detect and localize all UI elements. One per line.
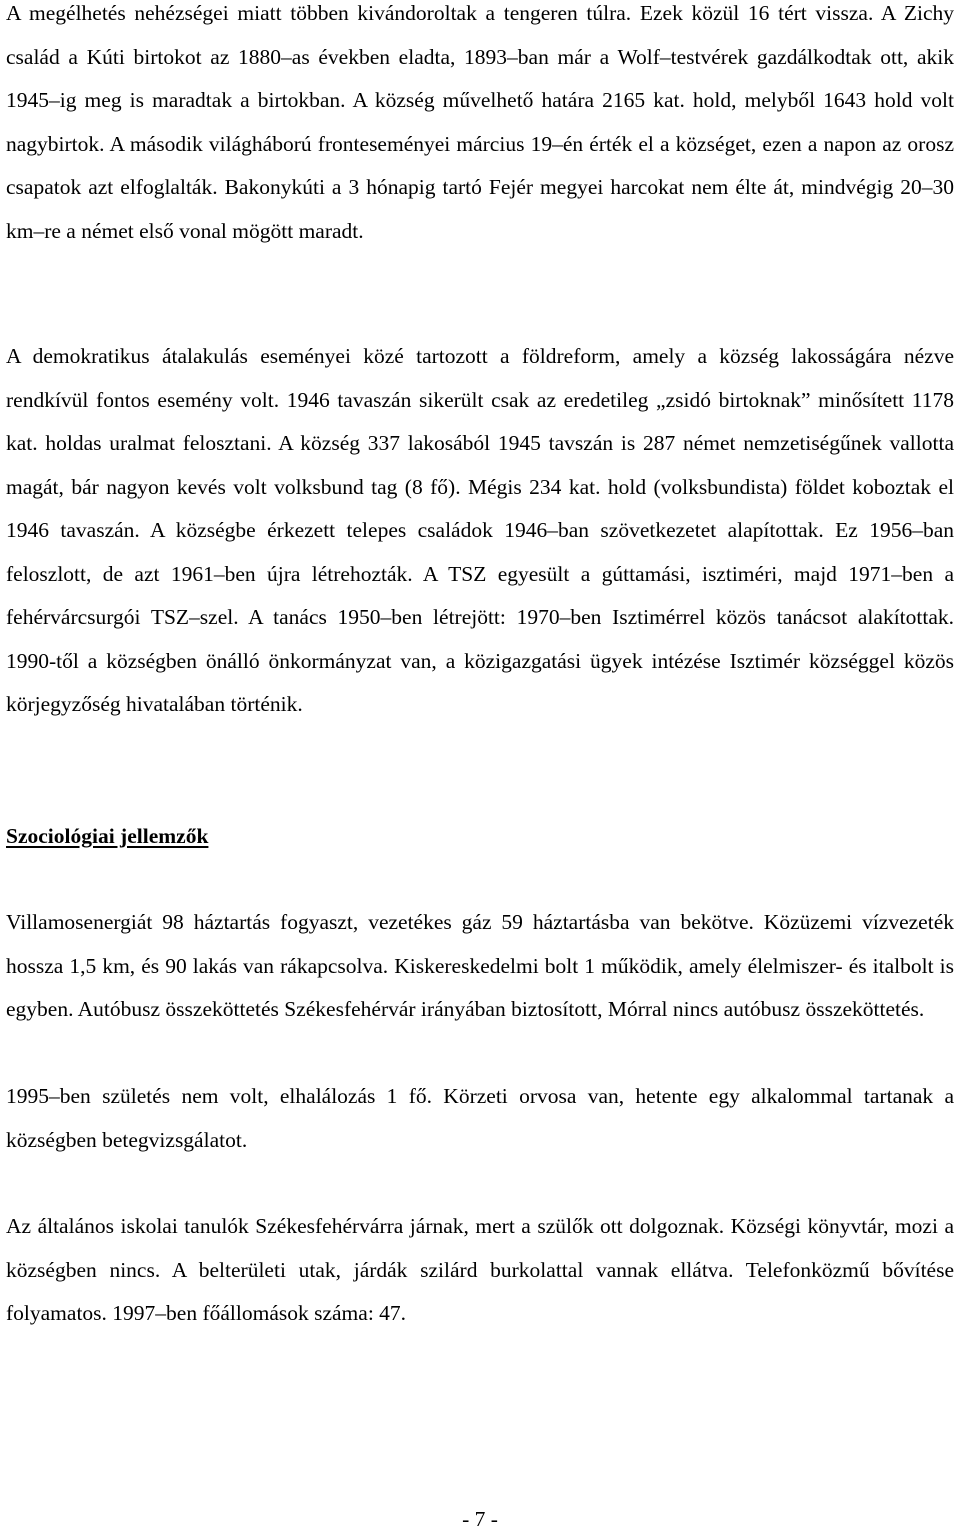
paragraph-health: 1995–ben születés nem volt, elhalálozás 1 fő. Körzeti orvosa van, hetente egy alkalommal tartanak a községben betegvizsgálatot. bbox=[6, 1084, 954, 1152]
section-heading-sociology: Szociológiai jellemzők bbox=[6, 824, 209, 848]
page-number: - 7 - bbox=[462, 1507, 498, 1531]
paragraph-utilities: Villamosenergiát 98 háztartás fogyaszt, vezetékes gáz 59 háztartásba van bekötve. Közüzemi vízvezeték hossza 1,5 km, és 90 lakás van rákapcsolva. Kiskereskedelmi bolt 1 működik, amely élelmiszer- és italbolt is egyben. Autóbusz összeköttetés Székesfehérvár irányában biztosított, Mórral nincs autóbusz összeköttetés. bbox=[6, 910, 954, 1021]
paragraph-emigration-history: A megélhetés nehézségei miatt többen kivándoroltak a tengeren túlra. Ezek közül 16 tért vissza. A Zichy család a Kúti birtokot az 1880–as években eladta, 1893–ban már a Wolf–testvérek gazdálkodtak ott, akik 1945–ig meg is maradtak a birtokban. A község művelhető határa 2165 kat. hold, melyből 1643 hold volt nagybirtok. A második világháború fronteseményei március 19–én érték el a községet, ezen a napon az orosz csapatok azt elfoglalták. Bakonykúti a 3 hónapig tartó Fejér megyei harcokat nem élte át, mindvégig 20–30 km–re a német első vonal mögött maradt. bbox=[6, 1, 954, 243]
paragraph-land-reform: A demokratikus átalakulás eseményei közé tartozott a földreform, amely a község lakosságára nézve rendkívül fontos esemény volt. 1946 tavaszán sikerült csak az eredetileg „zsidó birtoknak” minősített 1178 kat. holdas uralmat felosztani. A község 337 lakosából 1945 tavszán is 287 német nemzetiségűnek vallotta magát, bár nagyon kevés volt volksbund tag (8 fő). Mégis 234 kat. hold (volksbundista) földet koboztak el 1946 tavaszán. A községbe érkezett telepes családok 1946–ban szövetkezetet alapítottak. Ez 1956–ban feloszlott, de azt 1961–ben újra létrehozták. A TSZ egyesült a gúttamási, isztiméri, majd 1971–ben a fehérvárcsurgói TSZ–szel. A tanács 1950–ben létrejött: 1970–ben Isztimérrel közös tanácsot alakítottak. 1990-től a községben önálló önkormányzat van, a közigazgatási ügyek intézése Isztimér községgel közös körjegyzőség hivatalában történik. bbox=[6, 344, 954, 716]
paragraph-education-infrastructure: Az általános iskolai tanulók Székesfehérvárra járnak, mert a szülők ott dolgoznak. Községi könyvtár, mozi a községben nincs. A belterületi utak, járdák szilárd burkolattal vannak ellátva. Telefonközmű bővítése folyamatos. 1997–ben főállomások száma: 47. bbox=[6, 1214, 954, 1325]
